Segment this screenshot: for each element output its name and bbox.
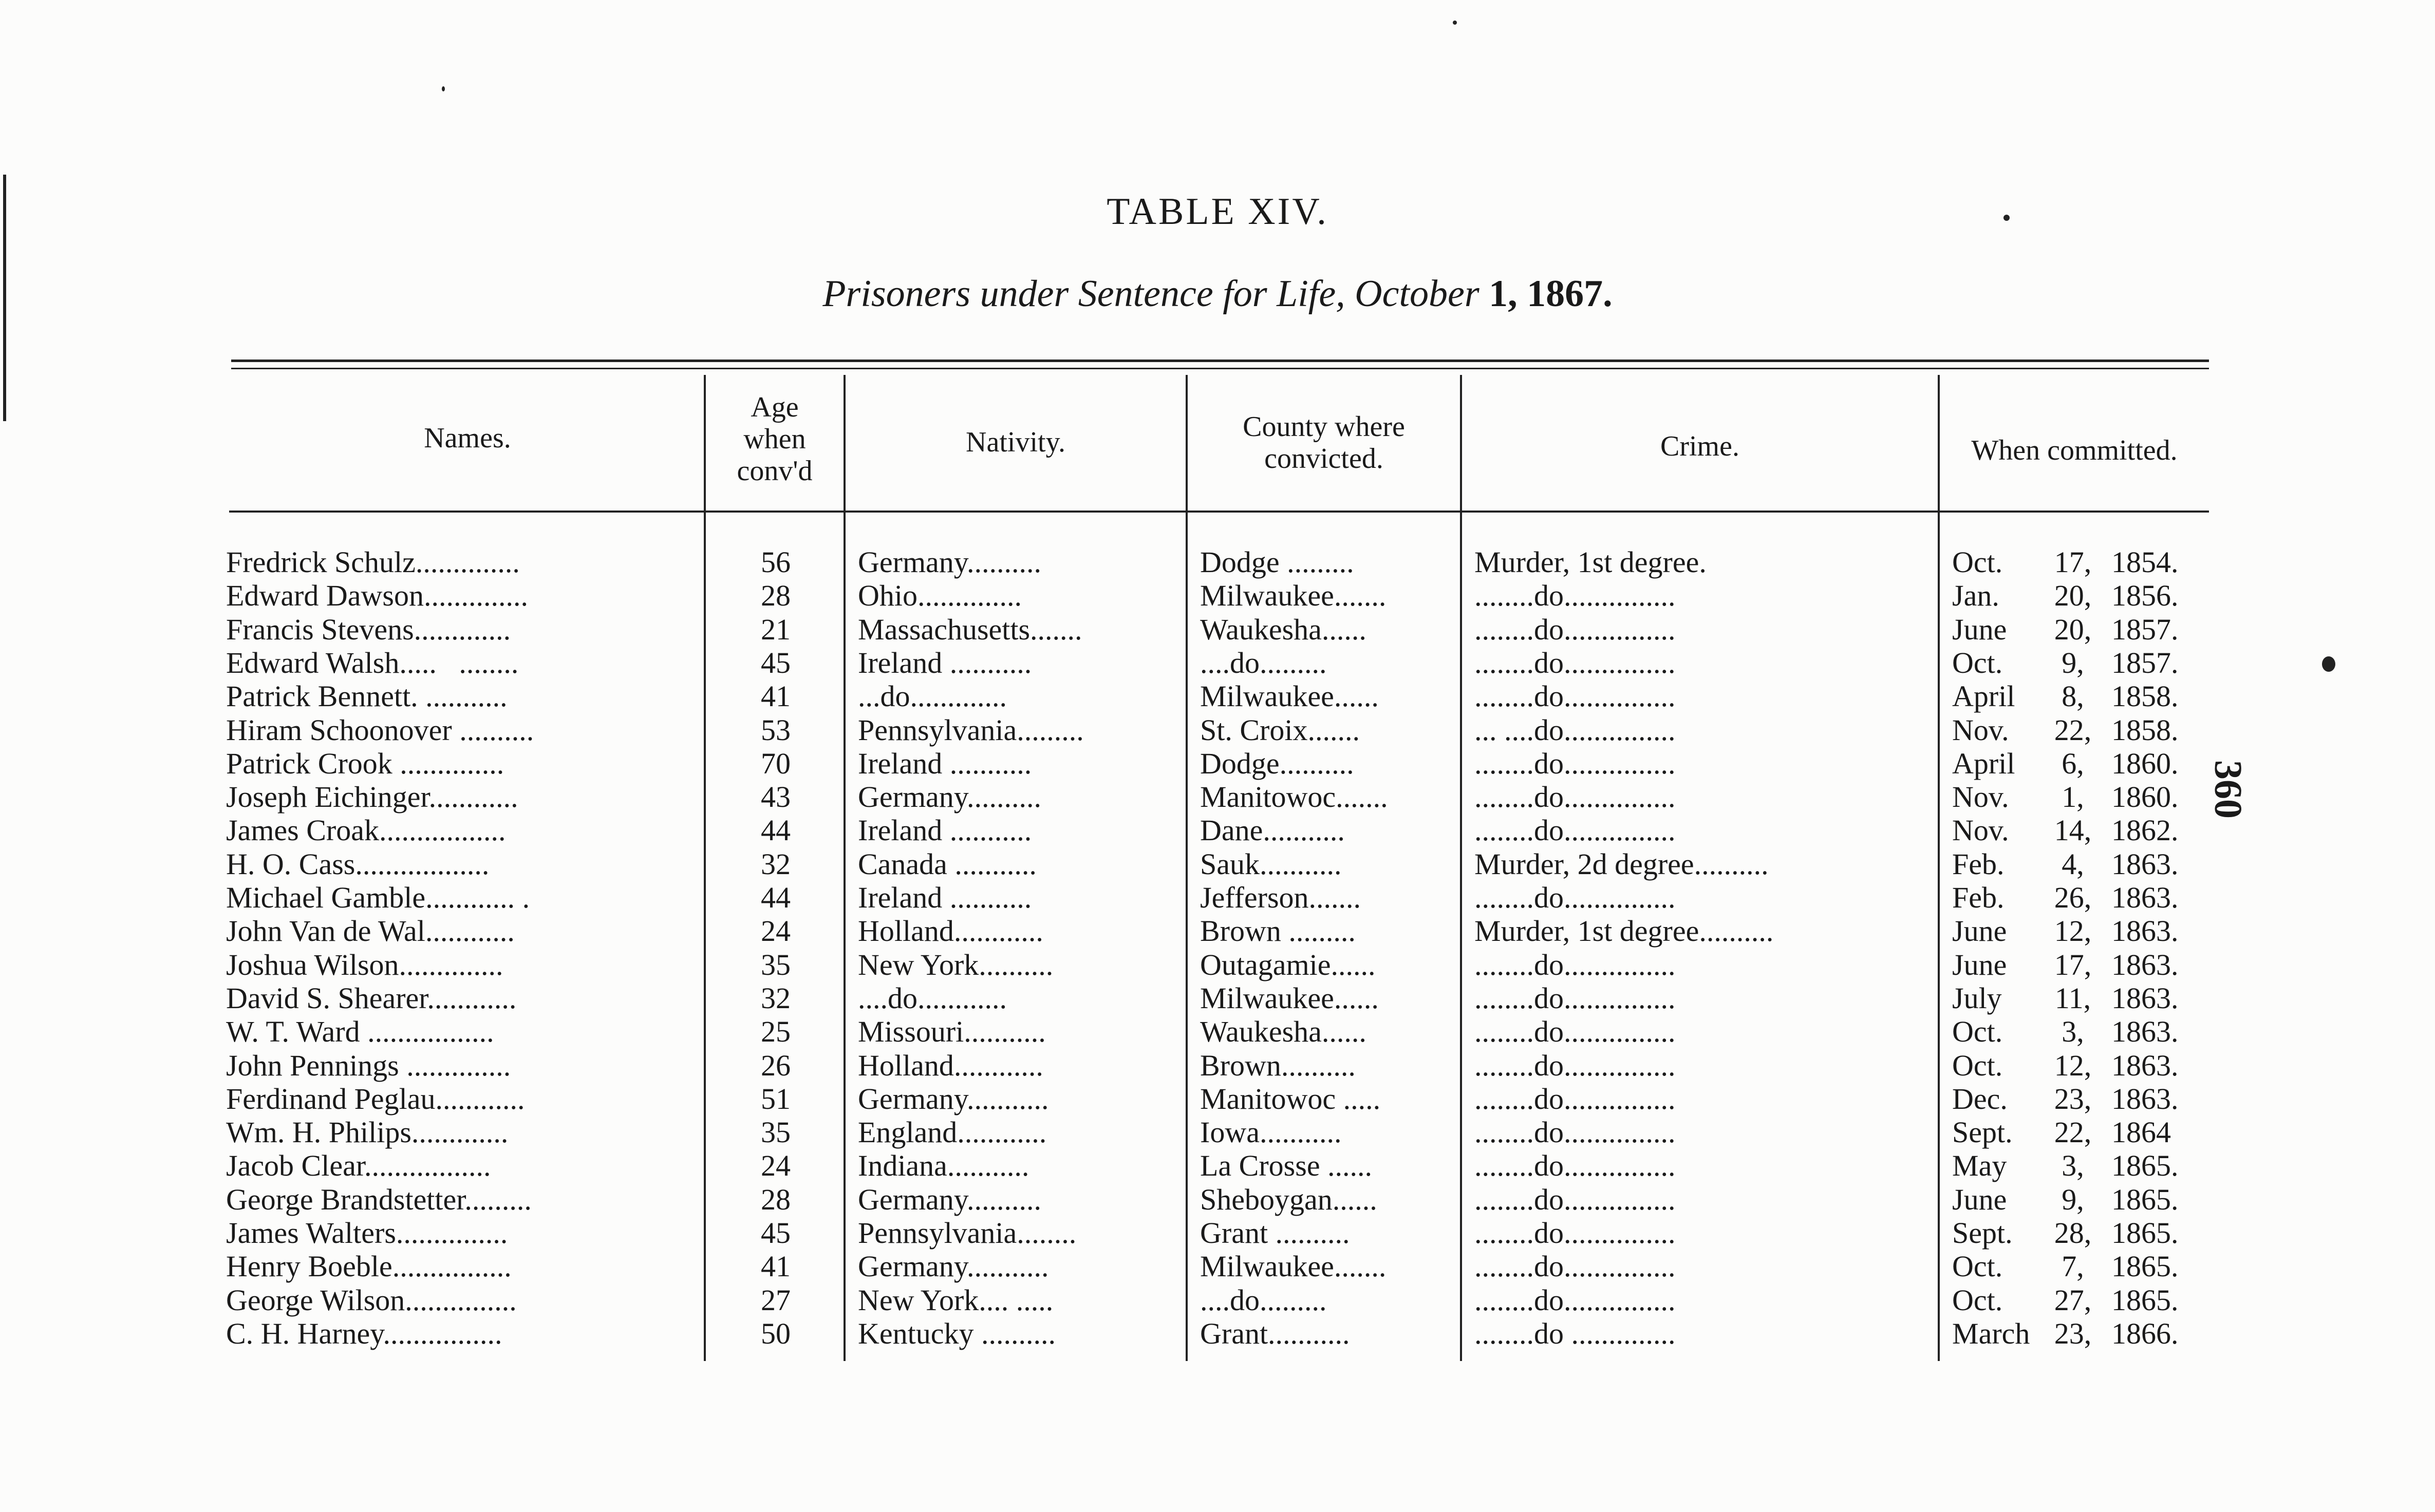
cell-day: 22, (2054, 1116, 2092, 1149)
cell-county: Manitowoc ..... (1200, 1082, 1381, 1116)
column-divider (844, 375, 846, 1361)
cell-month: June (1952, 914, 2007, 948)
cell-day: 9, (2062, 1183, 2084, 1216)
cell-month: Oct. (1952, 1049, 2003, 1082)
cell-age: 44 (761, 881, 791, 914)
cell-nativity: Canada ........... (858, 847, 1037, 881)
header-age-line3: conv'd (737, 455, 813, 487)
cell-month: June (1952, 1183, 2007, 1216)
cell-name: Joshua Wilson.............. (226, 948, 503, 981)
cell-year: 1863. (2111, 981, 2179, 1015)
cell-name: George Wilson............... (226, 1283, 517, 1317)
cell-crime: ........do............... (1474, 780, 1676, 814)
cell-county: Grant .......... (1200, 1216, 1350, 1250)
cell-month: Oct. (1952, 1015, 2003, 1048)
cell-year: 1866. (2111, 1317, 2179, 1350)
cell-month: Sept. (1952, 1116, 2013, 1149)
cell-year: 1856. (2111, 579, 2179, 612)
cell-age: 27 (761, 1283, 791, 1317)
cell-crime: Murder, 1st degree.......... (1474, 914, 1774, 948)
cell-age: 32 (761, 981, 791, 1015)
cell-month: Nov. (1952, 713, 2009, 747)
cell-crime: ........do............... (1474, 1149, 1676, 1182)
cell-name: Ferdinand Peglau............ (226, 1082, 525, 1116)
cell-crime: ........do .............. (1474, 1317, 1676, 1350)
cell-age: 28 (761, 1183, 791, 1216)
cell-county: Waukesha...... (1200, 613, 1366, 646)
subtitle-text: Prisoners under Sentence for Life, October (822, 273, 1479, 315)
cell-nativity: Germany.......... (858, 1183, 1042, 1216)
cell-crime: ........do............... (1474, 1116, 1676, 1149)
header-when-committed: When committed. (1971, 434, 2178, 466)
cell-county: Dane........... (1200, 814, 1345, 847)
cell-nativity: Massachusetts....... (858, 613, 1082, 646)
cell-county: Dodge.......... (1200, 747, 1354, 780)
cell-day: 7, (2062, 1250, 2084, 1283)
cell-name: Henry Boeble................ (226, 1250, 512, 1283)
cell-county: Grant........... (1200, 1317, 1350, 1350)
header-age (706, 391, 844, 487)
speck (442, 86, 445, 91)
cell-crime: ........do............... (1474, 1183, 1676, 1216)
cell-month: Feb. (1952, 847, 2005, 881)
cell-name: George Brandstetter......... (226, 1183, 532, 1216)
cell-year: 1858. (2111, 713, 2179, 747)
cell-name: C. H. Harney................ (226, 1317, 502, 1350)
cell-age: 26 (761, 1049, 791, 1082)
cell-nativity: England............ (858, 1116, 1047, 1149)
cell-age: 35 (761, 1116, 791, 1149)
cell-name: James Walters............... (226, 1216, 508, 1250)
cell-year: 1860. (2111, 747, 2179, 780)
cell-name: W. T. Ward ................. (226, 1015, 494, 1048)
table-subtitle (0, 272, 2435, 316)
cell-nativity: Ireland ........... (858, 881, 1032, 914)
cell-year: 1863. (2111, 1015, 2179, 1048)
cell-month: June (1952, 948, 2007, 981)
cell-month: Jan. (1952, 579, 1999, 612)
cell-age: 53 (761, 713, 791, 747)
speck (2322, 656, 2335, 672)
cell-name: Patrick Crook .............. (226, 747, 504, 780)
cell-age: 21 (761, 613, 791, 646)
cell-year: 1857. (2111, 613, 2179, 646)
header-county (1188, 411, 1460, 475)
cell-county: Brown ......... (1200, 914, 1356, 948)
cell-crime: ........do............... (1474, 881, 1676, 914)
cell-year: 1854. (2111, 545, 2179, 579)
cell-year: 1864 (2111, 1116, 2171, 1149)
cell-day: 17, (2054, 545, 2092, 579)
cell-age: 41 (761, 1250, 791, 1283)
cell-age: 45 (761, 1216, 791, 1250)
cell-month: July (1952, 981, 2002, 1015)
cell-nativity: New York.......... (858, 948, 1054, 981)
cell-crime: ........do............... (1474, 981, 1676, 1015)
cell-nativity: ....do............ (858, 981, 1007, 1015)
cell-nativity: Missouri........... (858, 1015, 1046, 1048)
cell-name: Joseph Eichinger............ (226, 780, 518, 814)
cell-name: David S. Shearer............ (226, 981, 517, 1015)
cell-day: 20, (2054, 579, 2092, 612)
cell-year: 1865. (2111, 1183, 2179, 1216)
cell-nativity: Kentucky .......... (858, 1317, 1056, 1350)
cell-county: La Crosse ...... (1200, 1149, 1373, 1182)
cell-nativity: New York.... ..... (858, 1283, 1054, 1317)
cell-name: H. O. Cass.................. (226, 847, 490, 881)
column-divider (1460, 375, 1462, 1361)
cell-day: 8, (2062, 679, 2084, 713)
cell-nativity: Pennsylvania........ (858, 1216, 1077, 1250)
column-divider (1186, 375, 1188, 1361)
cell-nativity: Germany........... (858, 1082, 1049, 1116)
cell-day: 22, (2054, 713, 2092, 747)
cell-year: 1863. (2111, 914, 2179, 948)
column-divider (1938, 375, 1940, 1361)
cell-age: 44 (761, 814, 791, 847)
cell-day: 9, (2062, 646, 2084, 679)
cell-month: Sept. (1952, 1216, 2013, 1250)
cell-name: John Van de Wal............ (226, 914, 515, 948)
cell-nativity: Germany.......... (858, 545, 1042, 579)
subtitle-date: 1, 1867. (1489, 273, 1613, 315)
cell-month: March (1952, 1317, 2030, 1350)
cell-year: 1858. (2111, 679, 2179, 713)
cell-name: Edward Dawson.............. (226, 579, 528, 612)
cell-name: Fredrick Schulz.............. (226, 545, 520, 579)
cell-nativity: Holland............ (858, 914, 1043, 948)
cell-year: 1863. (2111, 1049, 2179, 1082)
cell-age: 28 (761, 579, 791, 612)
top-rule (231, 360, 2209, 362)
cell-crime: ........do............... (1474, 814, 1676, 847)
header-crime: Crime. (1660, 430, 1739, 462)
cell-day: 27, (2054, 1283, 2092, 1317)
cell-age: 70 (761, 747, 791, 780)
cell-age: 51 (761, 1082, 791, 1116)
cell-county: Dodge ......... (1200, 545, 1354, 579)
header-county-line1: County where (1243, 411, 1405, 443)
cell-name: Patrick Bennett. ........... (226, 679, 508, 713)
cell-month: Feb. (1952, 881, 2005, 914)
cell-crime: Murder, 1st degree. (1474, 545, 1707, 579)
cell-county: St. Croix....... (1200, 713, 1360, 747)
cell-name: John Pennings .............. (226, 1049, 511, 1082)
cell-age: 50 (761, 1317, 791, 1350)
cell-day: 14, (2054, 814, 2092, 847)
cell-crime: ........do............... (1474, 679, 1676, 713)
cell-crime: ........do............... (1474, 1015, 1676, 1048)
cell-year: 1860. (2111, 780, 2179, 814)
cell-nativity: Ohio.............. (858, 579, 1022, 612)
cell-name: Hiram Schoonover .......... (226, 713, 534, 747)
cell-county: Manitowoc....... (1200, 780, 1388, 814)
cell-day: 20, (2054, 613, 2092, 646)
cell-name: Jacob Clear................. (226, 1149, 491, 1182)
cell-crime: ........do............... (1474, 1216, 1676, 1250)
cell-day: 17, (2054, 948, 2092, 981)
top-rule-2 (231, 368, 2209, 369)
page-number: 360 (2206, 760, 2250, 819)
cell-month: Dec. (1952, 1082, 2008, 1116)
cell-nativity: Ireland ........... (858, 747, 1032, 780)
cell-crime: ... ....do............... (1474, 713, 1676, 747)
cell-nativity: Pennsylvania......... (858, 713, 1084, 747)
cell-name: Edward Walsh..... ........ (226, 646, 519, 679)
cell-day: 3, (2062, 1149, 2084, 1182)
cell-crime: ........do............... (1474, 579, 1676, 612)
cell-county: Sauk........... (1200, 847, 1342, 881)
cell-nativity: Ireland ........... (858, 814, 1032, 847)
cell-day: 23, (2054, 1317, 2092, 1350)
cell-crime: ........do............... (1474, 1049, 1676, 1082)
cell-day: 26, (2054, 881, 2092, 914)
speck (1453, 21, 1457, 25)
cell-county: Waukesha...... (1200, 1015, 1366, 1048)
cell-nativity: Ireland ........... (858, 646, 1032, 679)
cell-year: 1865. (2111, 1283, 2179, 1317)
cell-year: 1863. (2111, 881, 2179, 914)
cell-county: Outagamie...... (1200, 948, 1376, 981)
cell-age: 24 (761, 1149, 791, 1182)
cell-crime: ........do............... (1474, 646, 1676, 679)
cell-county: ....do......... (1200, 1283, 1327, 1317)
cell-crime: ........do............... (1474, 1082, 1676, 1116)
cell-month: June (1952, 613, 2007, 646)
cell-nativity: Holland............ (858, 1049, 1043, 1082)
cell-day: 28, (2054, 1216, 2092, 1250)
cell-county: Sheboygan...... (1200, 1183, 1377, 1216)
cell-name: James Croak................. (226, 814, 506, 847)
header-rule (229, 511, 2209, 513)
cell-day: 1, (2062, 780, 2084, 814)
cell-nativity: Germany........... (858, 1250, 1049, 1283)
cell-age: 41 (761, 679, 791, 713)
cell-month: Oct. (1952, 1283, 2003, 1317)
cell-county: Milwaukee....... (1200, 1250, 1387, 1283)
header-age-line2: when (743, 423, 806, 455)
cell-day: 12, (2054, 914, 2092, 948)
header-county-line2: convicted. (1264, 443, 1383, 475)
cell-day: 6, (2062, 747, 2084, 780)
cell-month: Oct. (1952, 646, 2003, 679)
cell-age: 45 (761, 646, 791, 679)
cell-nativity: ...do............. (858, 679, 1007, 713)
cell-year: 1865. (2111, 1250, 2179, 1283)
cell-month: May (1952, 1149, 2007, 1182)
cell-age: 32 (761, 847, 791, 881)
cell-month: Nov. (1952, 814, 2009, 847)
header-names: Names. (424, 422, 511, 454)
cell-month: April (1952, 747, 2015, 780)
cell-month: Oct. (1952, 1250, 2003, 1283)
cell-year: 1863. (2111, 948, 2179, 981)
cell-crime: ........do............... (1474, 747, 1676, 780)
cell-month: April (1952, 679, 2015, 713)
cell-month: Oct. (1952, 545, 2003, 579)
cell-year: 1862. (2111, 814, 2179, 847)
cell-county: Iowa........... (1200, 1116, 1342, 1149)
table-title: TABLE XIV. (1107, 191, 1328, 233)
cell-year: 1865. (2111, 1149, 2179, 1182)
cell-county: ....do......... (1200, 646, 1327, 679)
cell-year: 1863. (2111, 1082, 2179, 1116)
cell-county: Brown.......... (1200, 1049, 1356, 1082)
cell-county: Milwaukee....... (1200, 579, 1387, 612)
cell-age: 24 (761, 914, 791, 948)
cell-crime: ........do............... (1474, 613, 1676, 646)
cell-name: Wm. H. Philips............. (226, 1116, 509, 1149)
cell-year: 1865. (2111, 1216, 2179, 1250)
cell-year: 1863. (2111, 847, 2179, 881)
cell-county: Milwaukee...... (1200, 981, 1379, 1015)
cell-age: 56 (761, 545, 791, 579)
cell-age: 25 (761, 1015, 791, 1048)
cell-crime: ........do............... (1474, 1283, 1676, 1317)
cell-age: 35 (761, 948, 791, 981)
cell-age: 43 (761, 780, 791, 814)
cell-crime: ........do............... (1474, 948, 1676, 981)
cell-nativity: Indiana........... (858, 1149, 1029, 1182)
header-nativity: Nativity. (966, 426, 1065, 458)
cell-month: Nov. (1952, 780, 2009, 814)
header-age-line1: Age (751, 391, 799, 423)
cell-day: 3, (2062, 1015, 2084, 1048)
cell-crime: ........do............... (1474, 1250, 1676, 1283)
cell-nativity: Germany.......... (858, 780, 1042, 814)
cell-county: Milwaukee...... (1200, 679, 1379, 713)
cell-county: Jefferson....... (1200, 881, 1361, 914)
cell-day: 23, (2054, 1082, 2092, 1116)
cell-day: 4, (2062, 847, 2084, 881)
cell-name: Francis Stevens............. (226, 613, 511, 646)
cell-day: 12, (2054, 1049, 2092, 1082)
cell-day: 11, (2054, 981, 2091, 1015)
cell-crime: Murder, 2d degree.......... (1474, 847, 1769, 881)
cell-name: Michael Gamble............ . (226, 881, 530, 914)
column-divider (704, 375, 706, 1361)
cell-year: 1857. (2111, 646, 2179, 679)
